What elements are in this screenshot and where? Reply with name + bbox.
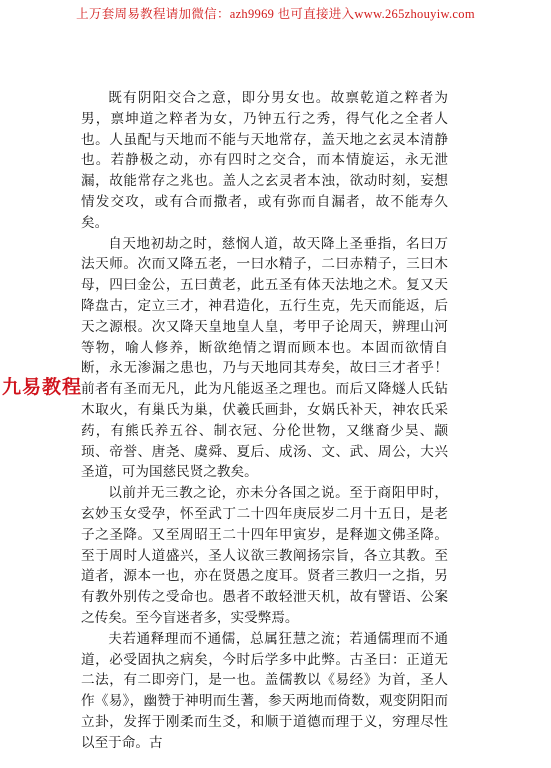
paragraph: 既有阴阳交合之意，即分男女也。故禀乾道之粹者为男，禀坤道之粹者为女，乃钟五行之秀，得气化之全者人也。人虽配与天地而不能与天地常存，盖天地之玄灵本清静也。若静极之动，亦有四时之交合，而本情旋运，永无泄漏，故能常存之兆也。盖人之玄灵者本浊，欲动时刻，妄想情发交攻，或有合而撒者，或有弥而自漏者，故不能寿久矣。 <box>81 90 448 231</box>
paragraph: 自天地初劫之时，慈悯人道，故天降上圣垂指，名曰万法天师。次而又降五老，一曰水精子，二曰赤精子，三曰木母，四曰金公，五曰黄老，此五圣有体天法地之术。复又天降盘古，定立三才，神君造化，五行生克，先天而能返，后天之源根。次又降天皇地皇人皇，考甲子论周天，辨理山河等物，喻人修养，断欲绝情之谓而顾本也。本固而欲情自断，永无渗漏之患也，乃与天地同其寿矣，故曰三才者乎！前者有圣而无凡，此为凡能返圣之理也。而后又降燧人氏钻木取火，有巢氏为巢，伏羲氏画卦，女娲氏补天，神农氏采药，有熊氏养五谷、制衣冠、分伦世物，又继裔少昊、颛顼、帝誉、唐尧、虞舜、夏后、成汤、文、武、周公，大兴圣道，可为国慈民贤之教矣。 <box>81 235 448 481</box>
paragraph: 以前并无三教之论，亦未分各国之说。至于商阳甲时，玄妙玉女受孕，怀至武丁二十四年庚辰岁二月十五日，是老子之圣降。又至周昭王二十四年甲寅岁，是释迦文佛圣降。至于周时人道盛兴，圣人议欲三教阐扬宗旨，各立其教。至道者，源本一也，亦在贤愚之度耳。贤者三教归一之指，另有教外别传之受命也。愚者不敢轻泄天机，故有譬语、公案之传矣。至今盲迷者多，实受弊焉。 <box>81 485 448 626</box>
paragraph: 夫若通释理而不通儒，总属狂慧之流；若通儒理而不通道，必受固执之病矣，今时后学多中此弊。古圣曰：正道无二法，有二即旁门，是一也。盖儒教以《易经》为首，圣人作《易》，幽赞于神明而生蓍，参天两地而倚数，观变阴阳而立卦，发挥于刚柔而生爻，和顺于道德而理于义，穷理尽性以至于命。古 <box>81 630 448 751</box>
document-body <box>81 88 448 754</box>
header-banner: 上万套周易教程请加微信：azh9969 也可直接进入www.265zhouyiw.com <box>76 7 475 21</box>
watermark-logo: 九易教程 <box>2 376 83 398</box>
